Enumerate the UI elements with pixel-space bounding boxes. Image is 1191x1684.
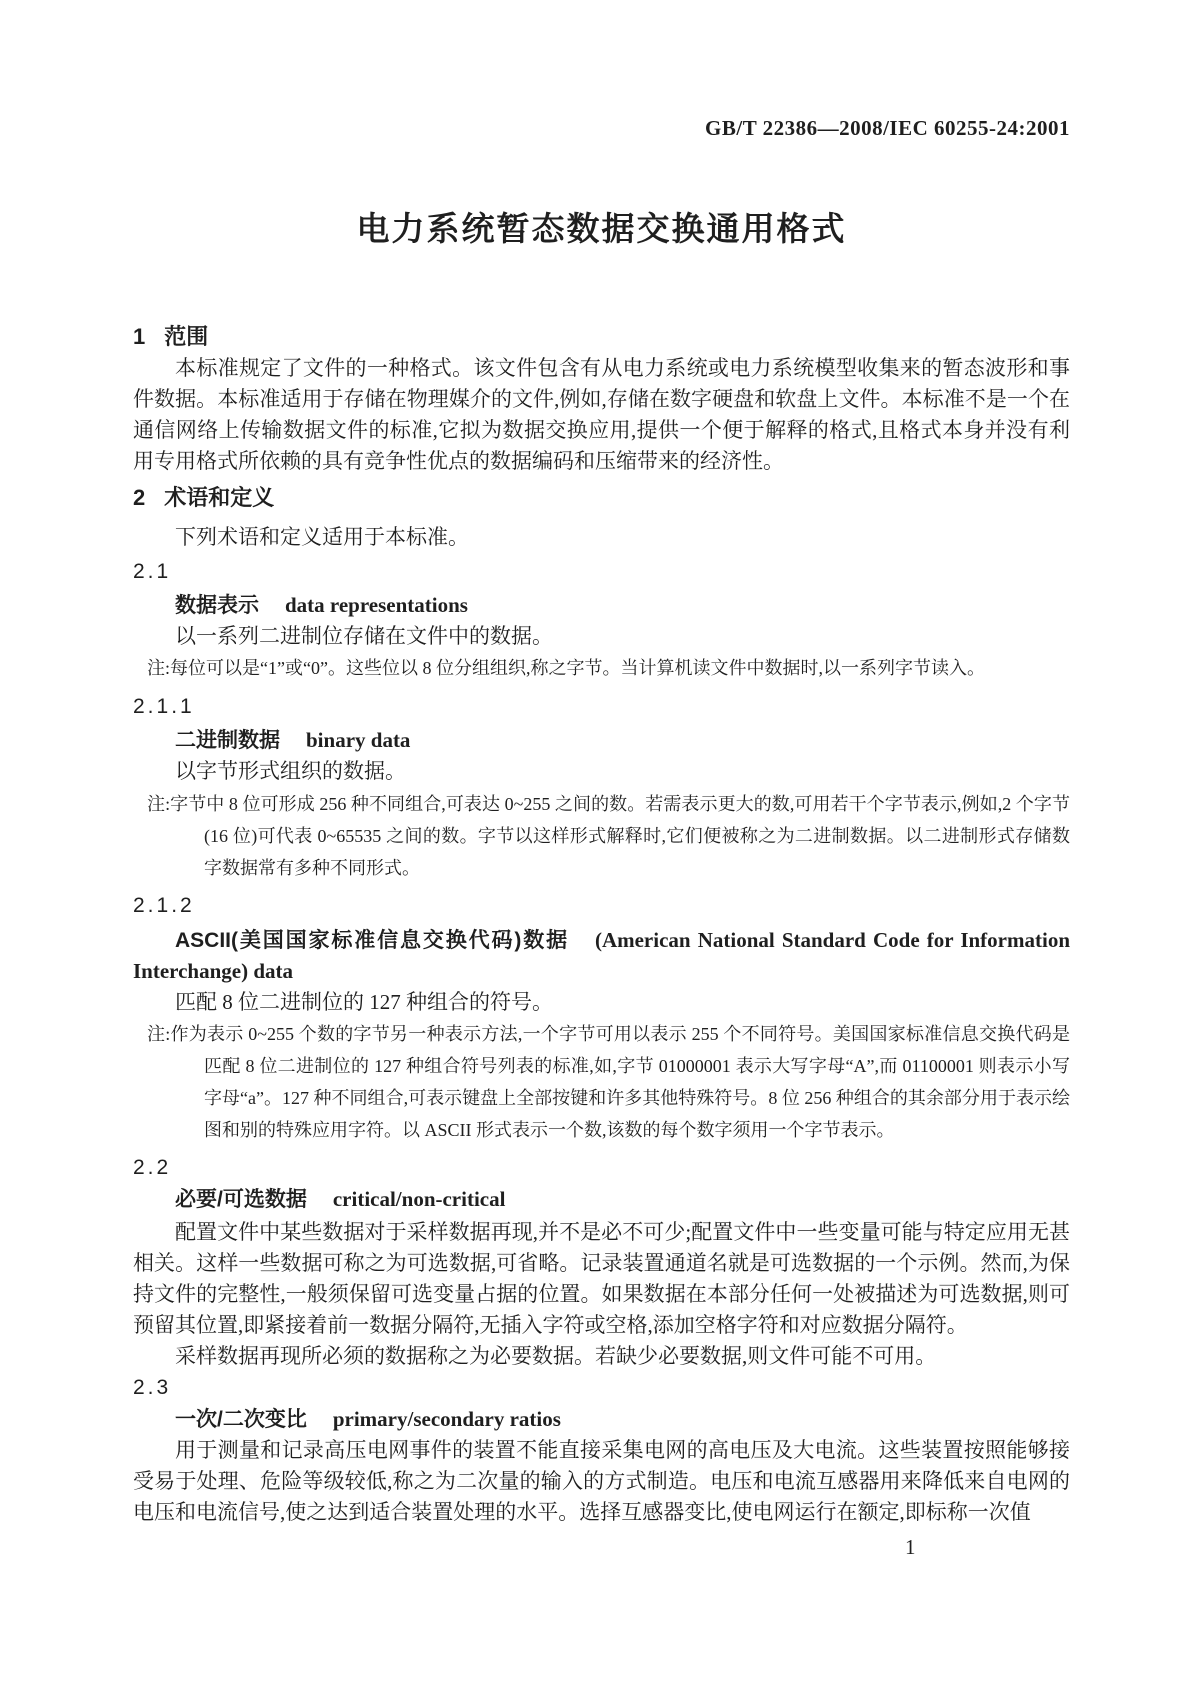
- note-2-1: 注:每位可以是“1”或“0”。这些位以 8 位分组组织,称之字节。当计算机读文件中数据时,以一系列字节读入。: [147, 658, 985, 678]
- term-en-2-1-2: (American National Standard Code for Information Interchange) data: [133, 928, 1070, 983]
- term-heading-2-3: [133, 1404, 1070, 1435]
- page-number: 1: [905, 1535, 916, 1559]
- definition-2-1-2: 匹配 8 位二进制位的 127 种组合的符号。: [175, 990, 553, 1014]
- term-zh-2-3: 一次/二次变比: [175, 1408, 307, 1431]
- term-zh-2-1-2: ASCII(美国国家标准信息交换代码)数据: [175, 929, 569, 952]
- document-title: 电力系统暂态数据交换通用格式: [356, 210, 847, 247]
- section-2-heading: [133, 482, 1070, 514]
- standard-code-header: GB/T 22386—2008/IEC 60255-24:2001: [705, 116, 1070, 140]
- term-zh-2-1: 数据表示: [175, 594, 259, 617]
- definition-2-1: 以一系列二进制位存储在文件中的数据。: [175, 624, 553, 648]
- paragraph-2-2-a: 配置文件中某些数据对于采样数据再现,并不是必不可少;配置文件中一些变量可能与特定应用无甚相关。这样一些数据可称之为可选数据,可省略。记录装置通道名就是可选数据的一个示例。然而,为保持文件的完整性,一般须保留可选变量占据的位置。如果数据在本部分任何一处被描述为可选数据,则可预留其位置,即紧接着前一数据分隔符,无插入字符或空格,添加空格字符和对应数据分隔符。: [133, 1220, 1070, 1337]
- clause-label-2-2: 2.2: [133, 1156, 172, 1179]
- clause-label-2-1-2: 2.1.2: [133, 894, 195, 917]
- section-1-title: 范围: [164, 324, 209, 349]
- section-1-paragraph: 本标准规定了文件的一种格式。该文件包含有从电力系统或电力系统模型收集来的暂态波形和事件数据。本标准适用于存储在物理媒介的文件,例如,存储在数字硬盘和软盘上文件。本标准不是一个在通信网络上传输数据文件的标准,它拟为数据交换应用,提供一个便于解释的格式,且格式本身并没有利用专用格式所依赖的具有竞争性优点的数据编码和压缩带来的经济性。: [133, 356, 1070, 473]
- clause-label-2-1-1: 2.1.1: [133, 695, 195, 718]
- paragraph-2-2-b: 采样数据再现所必须的数据称之为必要数据。若缺少必要数据,则文件可能不可用。: [175, 1344, 937, 1368]
- term-en-2-3: primary/secondary ratios: [332, 1407, 561, 1431]
- term-en-2-1-1: binary data: [306, 728, 411, 752]
- term-heading-2-2: [133, 1184, 1070, 1215]
- term-heading-2-1: [133, 590, 1070, 621]
- clause-label-2-1: 2.1: [133, 560, 172, 583]
- term-heading-2-1-1: [133, 725, 1070, 756]
- term-en-2-1: data representations: [285, 593, 468, 617]
- section-2-number: 2: [133, 485, 147, 510]
- paragraph-2-3: 用于测量和记录高压电网事件的装置不能直接采集电网的高电压及大电流。这些装置按照能够接受易于处理、危险等级较低,称之为二次量的输入的方式制造。电压和电流互感器用来降低来自电网的电压和电流信号,使之达到适合装置处理的水平。选择互感器变比,使电网运行在额定,即标称一次值: [133, 1438, 1070, 1524]
- term-en-2-2: critical/non-critical: [332, 1187, 506, 1211]
- section-2-title: 术语和定义: [164, 485, 275, 510]
- term-heading-2-1-2: [133, 925, 1070, 987]
- page-content: [133, 0, 1070, 1528]
- section-1-heading: [133, 321, 1070, 353]
- term-zh-2-1-1: 二进制数据: [175, 729, 280, 752]
- note-2-1-2: 注:作为表示 0~255 个数的字节另一种表示方法,一个字节可用以表示 255 个不同符号。美国国家标准信息交换代码是匹配 8 位二进制位的 127 种组合符号列表的标准,如,字节 01000001 表示大写字母“A”,而 01100001 则表示小写字母“a”。127 种不同组合,可表示键盘上全部按键和许多其他特殊符号。8 位 256 种组合的其余部分用于表示绘图和别的特殊应用字符。以 ASCII 形式表示一个数,该数的每个数字须用一个字节表示。: [147, 1024, 1070, 1140]
- note-2-1-1: 注:字节中 8 位可形成 256 种不同组合,可表达 0~255 之间的数。若需表示更大的数,可用若干个字节表示,例如,2 个字节(16 位)可代表 0~65535 之间的数。字节以这样形式解释时,它们便被称之为二进制数据。以二进制形式存储数字数据常有多种不同形式。: [147, 794, 1070, 878]
- clause-label-2-3: 2.3: [133, 1376, 172, 1399]
- term-zh-2-2: 必要/可选数据: [175, 1188, 307, 1211]
- section-1-number: 1: [133, 324, 147, 349]
- section-2-intro: 下列术语和定义适用于本标准。: [175, 525, 469, 549]
- definition-2-1-1: 以字节形式组织的数据。: [175, 759, 406, 783]
